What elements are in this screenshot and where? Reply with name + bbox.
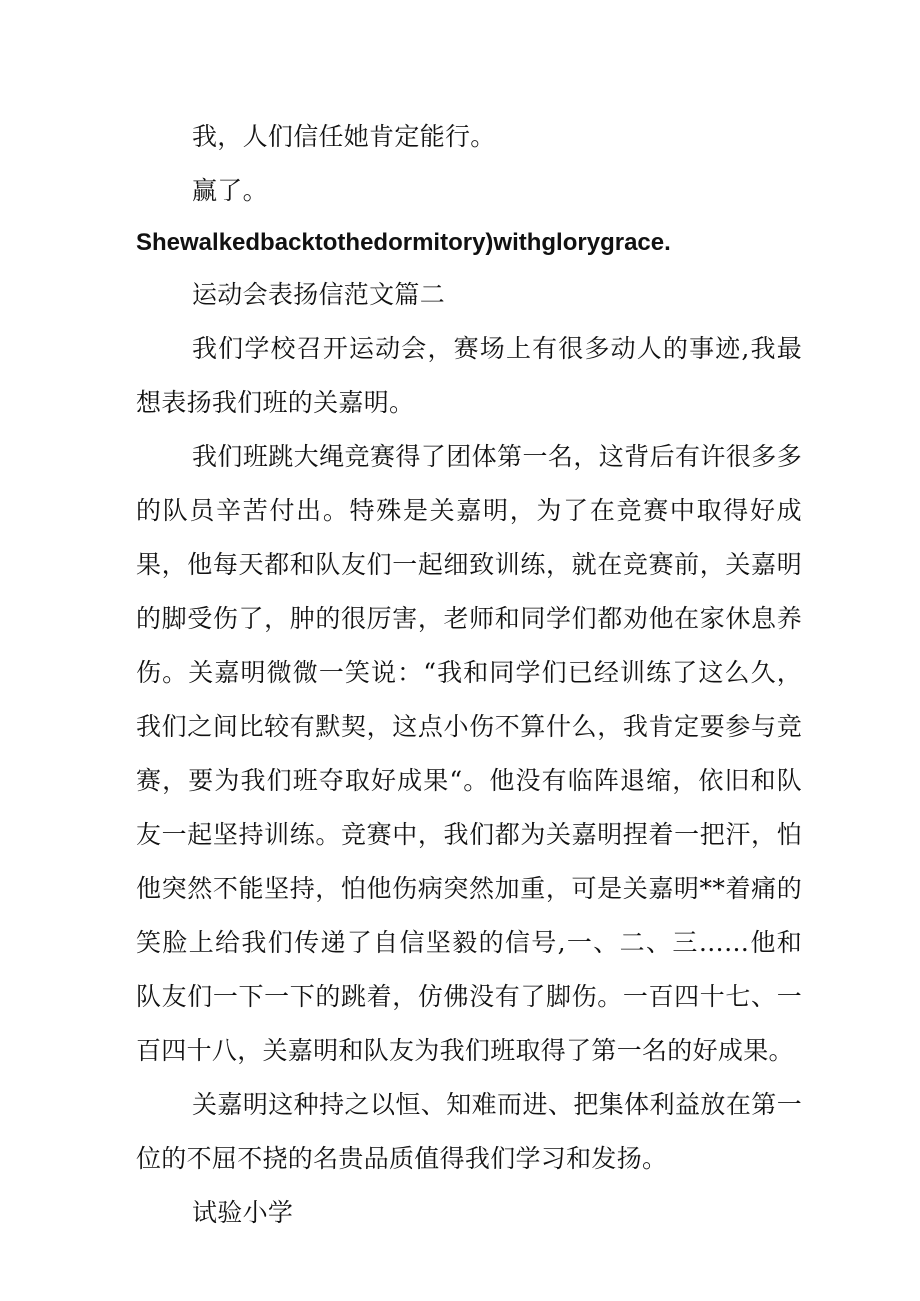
- signature: 试验小学: [192, 1198, 294, 1227]
- paragraph-line1: 我，人们信任她肯定能行。: [192, 122, 496, 151]
- paragraph-line2: 赢了。: [192, 176, 268, 205]
- top-margin: [136, 0, 802, 110]
- section-heading: 运动会表扬信范文篇二: [192, 280, 446, 309]
- paragraph-conclusion: 关嘉明这种持之以恒、知难而进、把集体利益放在第一位的不屈不挠的名贵品质值得我们学习和发扬。: [136, 1090, 802, 1173]
- english-sentence: Shewalkedbacktothedormitory)withglorygrace.: [136, 229, 671, 256]
- paragraph-story: 我们班跳大绳竞赛得了团体第一名，这背后有许很多多的队员辛苦付出。特殊是关嘉明，为了在竞赛中取得好成果，他每天都和队友们一起细致训练，就在竞赛前，关嘉明的脚受伤了，肿的很厉害，老师和同学们都劝他在家休息养伤。关嘉明微微一笑说：“我和同学们已经训练了这么久，我们之间比较有默契，这点小伤不算什么，我肯定要参与竞赛，要为我们班夺取好成果“。他没有临阵退缩，依旧和队友一起坚持训练。竞赛中，我们都为关嘉明捏着一把汗，怕他突然不能坚持，怕他伤病突然加重，可是关嘉明**着痛的笑脸上给我们传递了自信坚毅的信号,一、二、三……他和队友们一下一下的跳着，仿佛没有了脚伤。一百四十七、一百四十八，关嘉明和队友为我们班取得了第一名的好成果。: [136, 442, 802, 1065]
- paragraph-intro: 我们学校召开运动会，赛场上有很多动人的事迹,我最想表扬我们班的关嘉明。: [136, 334, 802, 417]
